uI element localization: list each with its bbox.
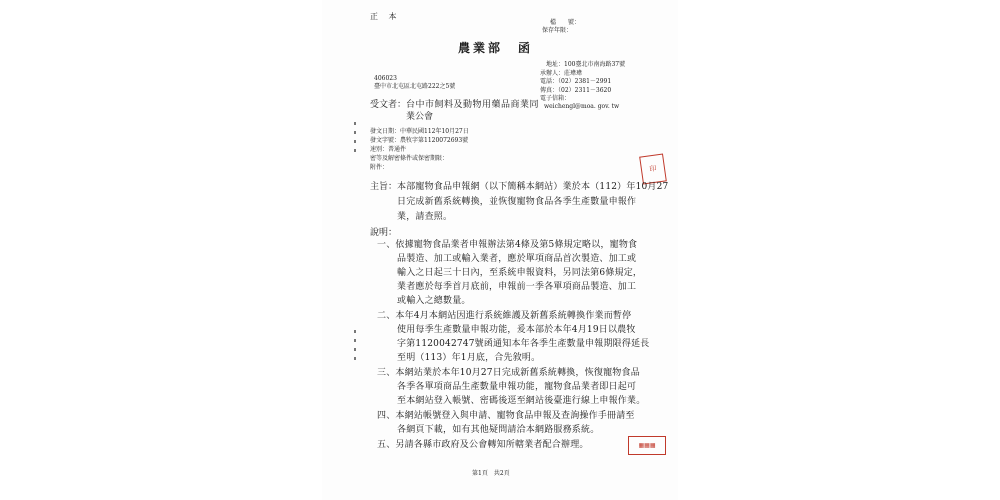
explanation-line: 使用每季生產數量申報功能，爰本部於本年4月19日以農牧	[397, 325, 636, 335]
recipient-label: 受文者：	[370, 100, 407, 110]
file-number-label: 檔 號：	[550, 19, 581, 26]
agency-address: 地址：100臺北市南海路37號	[546, 61, 626, 68]
recipient-name-cont: 業公會	[406, 112, 434, 122]
seal-mark-icon: 印	[648, 164, 657, 173]
delivery-speed: 速別：普通件	[370, 146, 407, 153]
official-seal	[639, 153, 667, 184]
document-page	[322, 0, 678, 500]
explanation-line: 或輸入之總數量。	[397, 296, 471, 306]
attachments: 附件：	[370, 164, 389, 171]
explanation-line: 各網頁下載，如有其他疑問請洽本網路服務系統。	[397, 425, 600, 435]
explanation-line: 四、本網站帳號登入與申請、寵物食品申報及查詢操作手冊請至	[377, 411, 635, 421]
email-label: 電子信箱：	[540, 95, 571, 102]
subject-line: 業，請查照。	[397, 212, 453, 222]
issue-number: 發文字號：農牧字第1120072693號	[370, 137, 469, 144]
explanation-line: 五、另請各縣市政府及公會轉知所轄業者配合辦理。	[377, 440, 589, 450]
recipient-address: 臺中市北屯區北屯路222之5號	[374, 83, 456, 90]
explanation-line: 品製造、加工或輸入業者，應於單項商品首次製造、加工或	[397, 254, 637, 264]
explanation-line: 業者應於每季首月底前，申報前一季各單項商品製造、加工	[397, 282, 637, 292]
copy-mark: 正 本	[370, 12, 401, 21]
contact-person: 承辦人：莊瑋瑋	[540, 70, 583, 77]
explanation-line: 各季各單項商品生產數量申報功能，寵物食品業者即日起可	[397, 382, 637, 392]
explanation-label: 說明：	[370, 228, 398, 238]
contact-email: weichengl@moa. gov. tw	[544, 103, 620, 110]
page-number: 第1頁 共2頁	[472, 470, 510, 477]
contact-fax: 傳真：（02）2311－3620	[540, 87, 612, 94]
explanation-line: 字第1120042747號函通知本年各季生產數量申報期限得延長	[397, 339, 650, 349]
subject-line: 本部寵物食品申報網（以下簡稱本網站）業於本（112）年10月27	[397, 182, 669, 192]
recipient-name: 台中市飼料及動物用藥品商業同	[406, 100, 540, 110]
approval-stamp	[628, 436, 666, 455]
binding-mark	[354, 330, 356, 360]
explanation-line: 三、本網站業於本年10月27日完成新舊系統轉換，恢復寵物食品	[377, 368, 640, 378]
retention-label: 保存年限：	[542, 27, 573, 34]
binding-mark	[354, 122, 356, 152]
contact-phone: 電話：（02）2381－2991	[540, 78, 612, 85]
subject-line: 日完成新舊系統轉換，並恢復寵物食品各季生產數量申報作	[397, 197, 637, 207]
issue-date: 發文日期：中華民國112年10月27日	[370, 128, 469, 135]
subject-label: 主旨：	[370, 182, 398, 192]
explanation-line: 輸入之日起三十日內，至系統申報資料，另同法第6條規定，	[397, 268, 643, 278]
explanation-line: 一、依據寵物食品業者申報辦法第4條及第5條規定略以，寵物食	[377, 240, 638, 250]
explanation-line: 二、本年4月本網站因進行系統維護及新舊系統轉換作業而暫停	[377, 311, 632, 321]
agency-title: 農業部 函	[458, 41, 534, 55]
security-level: 密等及解密條件或保密期限：	[370, 155, 449, 162]
postal-code: 406023	[374, 75, 397, 82]
explanation-line: 至明（113）年1月底，合先敘明。	[397, 353, 541, 363]
stamp-mark-icon: ▦▦▦	[638, 441, 656, 449]
explanation-line: 至本網站登入帳號、密碼後逕至網站後臺進行線上申報作業。	[397, 396, 646, 406]
